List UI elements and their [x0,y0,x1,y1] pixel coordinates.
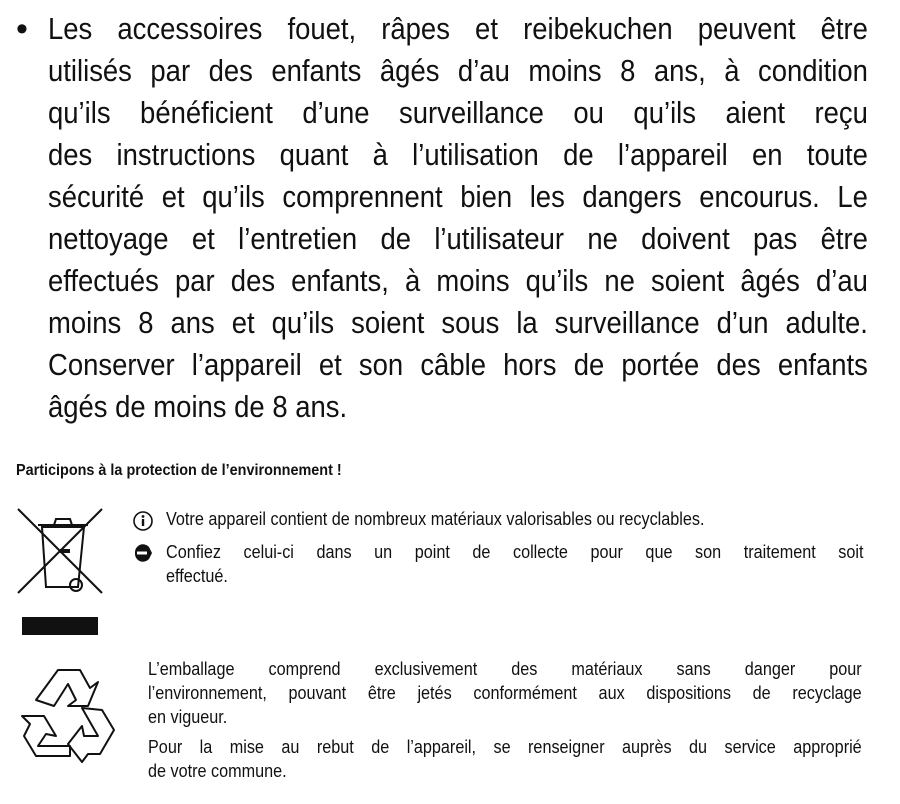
paragraph-line: effectués par des enfants, à moins qu’ils ne soient âgés d’au [48,264,868,298]
bullet-icon: • [16,10,28,48]
paragraph-line: qu’ils bénéficient d’une surveillance ou qu’ils aient reçu [48,96,868,130]
paragraph-line: sécurité et qu’ils comprennent bien les dangers encourus. Le [48,180,868,214]
collection-text: effectué. [166,566,228,586]
disposal-line: Pour la mise au rebut de l’appareil, se renseigner auprès du service approprié [148,737,862,757]
disposal-line: de votre commune. [148,761,287,781]
paragraph-line: nettoyage et l’entretien de l’utilisateur ne doivent pas être [48,222,868,256]
recycle-icon [16,660,126,770]
packaging-line: en vigueur. [148,707,228,727]
paragraph-line: utilisés par des enfants âgés d’au moins 8 ans, à condition [48,54,868,88]
paragraph-line: âgés de moins de 8 ans. [48,390,348,424]
environment-heading: Participons à la protection de l’environnement ! [16,462,342,479]
arrow-right-icon [132,543,154,563]
paragraph-line: des instructions quant à l’utilisation de l’appareil en toute [48,138,868,172]
info-text: Votre appareil contient de nombreux matériaux valorisables ou recyclables. [166,509,705,529]
paragraph-line: Les accessoires fouet, râpes et reibekuchen peuvent être [48,12,868,46]
weee-bar [22,617,98,635]
weee-crossed-bin-icon [14,505,106,597]
paragraph-line: Conserver l’appareil et son câble hors de portée des enfants [48,348,868,382]
info-icon [132,510,154,532]
collection-text: Confiez celui-ci dans un point de collecte pour que son traitement soit [166,542,864,562]
packaging-line: l’environnement, pouvant être jetés conformément aux dispositions de recyclage [148,683,862,703]
packaging-line: L’emballage comprend exclusivement des matériaux sans danger pour [148,659,862,679]
paragraph-line: moins 8 ans et qu’ils soient sous la surveillance d’un adulte. [48,306,868,340]
